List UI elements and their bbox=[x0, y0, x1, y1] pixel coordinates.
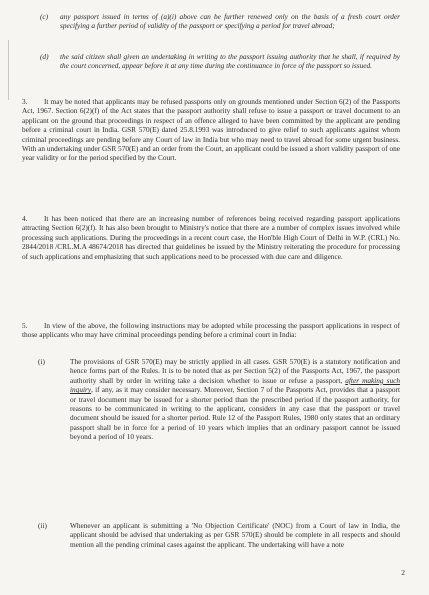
sub-item-label: (c) bbox=[40, 12, 49, 21]
paragraph-text: It has been noticed that there are an increasing number of references being received regarding passport applications attracting Section 6(2)(f). It has also been brought to Ministry's notice that there are a number of complex issues involved while processing such applications. During the proceedings in a recent court case, the Hon'ble High Court of Delhi in W.P. (CRL) No. 2844/2018 /CRL.M.A 48674/2018 has directed that guidelines be issued by the Ministry reiterating the procedure for processing of such applications and emphasizing that such applications need to be processed with due care and diligence. bbox=[22, 214, 400, 261]
paragraph-number: 5. bbox=[22, 321, 28, 330]
underlined-phrase: after making such inquiry bbox=[70, 375, 400, 395]
paragraph-number: 4. bbox=[22, 214, 28, 223]
list-item-text: Whenever an applicant is submitting a 'No Objection Certificate' (NOC) from a Court of law in India, the applicant should be advised that undertaking as per GSR 570(E) should be complete in all respects and should mention all the pending criminal cases against the applicant. The undertaking will have a note bbox=[70, 521, 400, 549]
page-fold-mark bbox=[8, 40, 9, 100]
list-item-text-part: The provisions of GSR 570(E) may be strictly applied in all cases. GSR 570(E) is a statutory notification and hence forms part of the Rules. It is to be noted that as per Section 5(2) of the Passports Act, 1967, the passport authority shall by order in writing take a decision whether to issue or refuse a passport, bbox=[70, 357, 400, 385]
list-item-text bbox=[70, 357, 400, 442]
paragraph-text: It may be noted that applicants may be refused passports only on grounds mentioned under Section 6(2) of the Passports Act, 1967. Section 6(2)(f) of the Act states that the passport authority shall refuse to issue a passport or travel document to an applicant on the ground that proceedings in respect of an offence alleged to have been committed by the applicant are pending before a criminal court in India. GSR 570(E) dated 25.8.1993 was introduced to give relief to such applicants against whom criminal proceedings are pending before any Court of law in India but who may need to travel abroad for some urgent business. With an undertaking under GSR 570(E) and an order from the Court, an applicant could be issued a short validity passport of one year validity or for the period specified by the Court. bbox=[22, 97, 400, 163]
list-item-label: (i) bbox=[38, 357, 45, 366]
paragraph-number: 3. bbox=[22, 97, 28, 106]
page-number: 2 bbox=[401, 568, 405, 577]
sub-item-label: (d) bbox=[40, 52, 49, 61]
paragraph-text: In view of the above, the following instructions may be adopted while processing the passport applications in respect of those applicants who may have criminal proceedings pending before a criminal court in India: bbox=[22, 321, 400, 340]
list-item-label: (ii) bbox=[38, 521, 47, 530]
sub-item-text: any passport issued in terms of (a)(i) above can be further renewed only on the basis of a fresh court order specifying a further period of validity of the passport or specifying a period for travel abroad; bbox=[60, 12, 400, 31]
sub-item-text: the said citizen shall given an undertaking in writing to the passport issuing authority that he shall, if required by the court concerned, appear before it at any time during the continuance in force of the passport so issued. bbox=[60, 52, 400, 71]
list-item-text-part: , if any, as it may consider necessary. Moreover, Section 7 of the Passports Act, provides that a passport or travel document may be issued for a shorter period than the prescribed period if the passport authority, for reasons to be communicated in writing to the applicant, considers in any case that the passport or travel document should be issued for a shorter period. Rule 12 of the Passport Rules, 1980 only states that an ordinary passport shall be in force for a period of 10 years which implies that an ordinary passport cannot be issued beyond a period of 10 years. bbox=[70, 385, 400, 442]
